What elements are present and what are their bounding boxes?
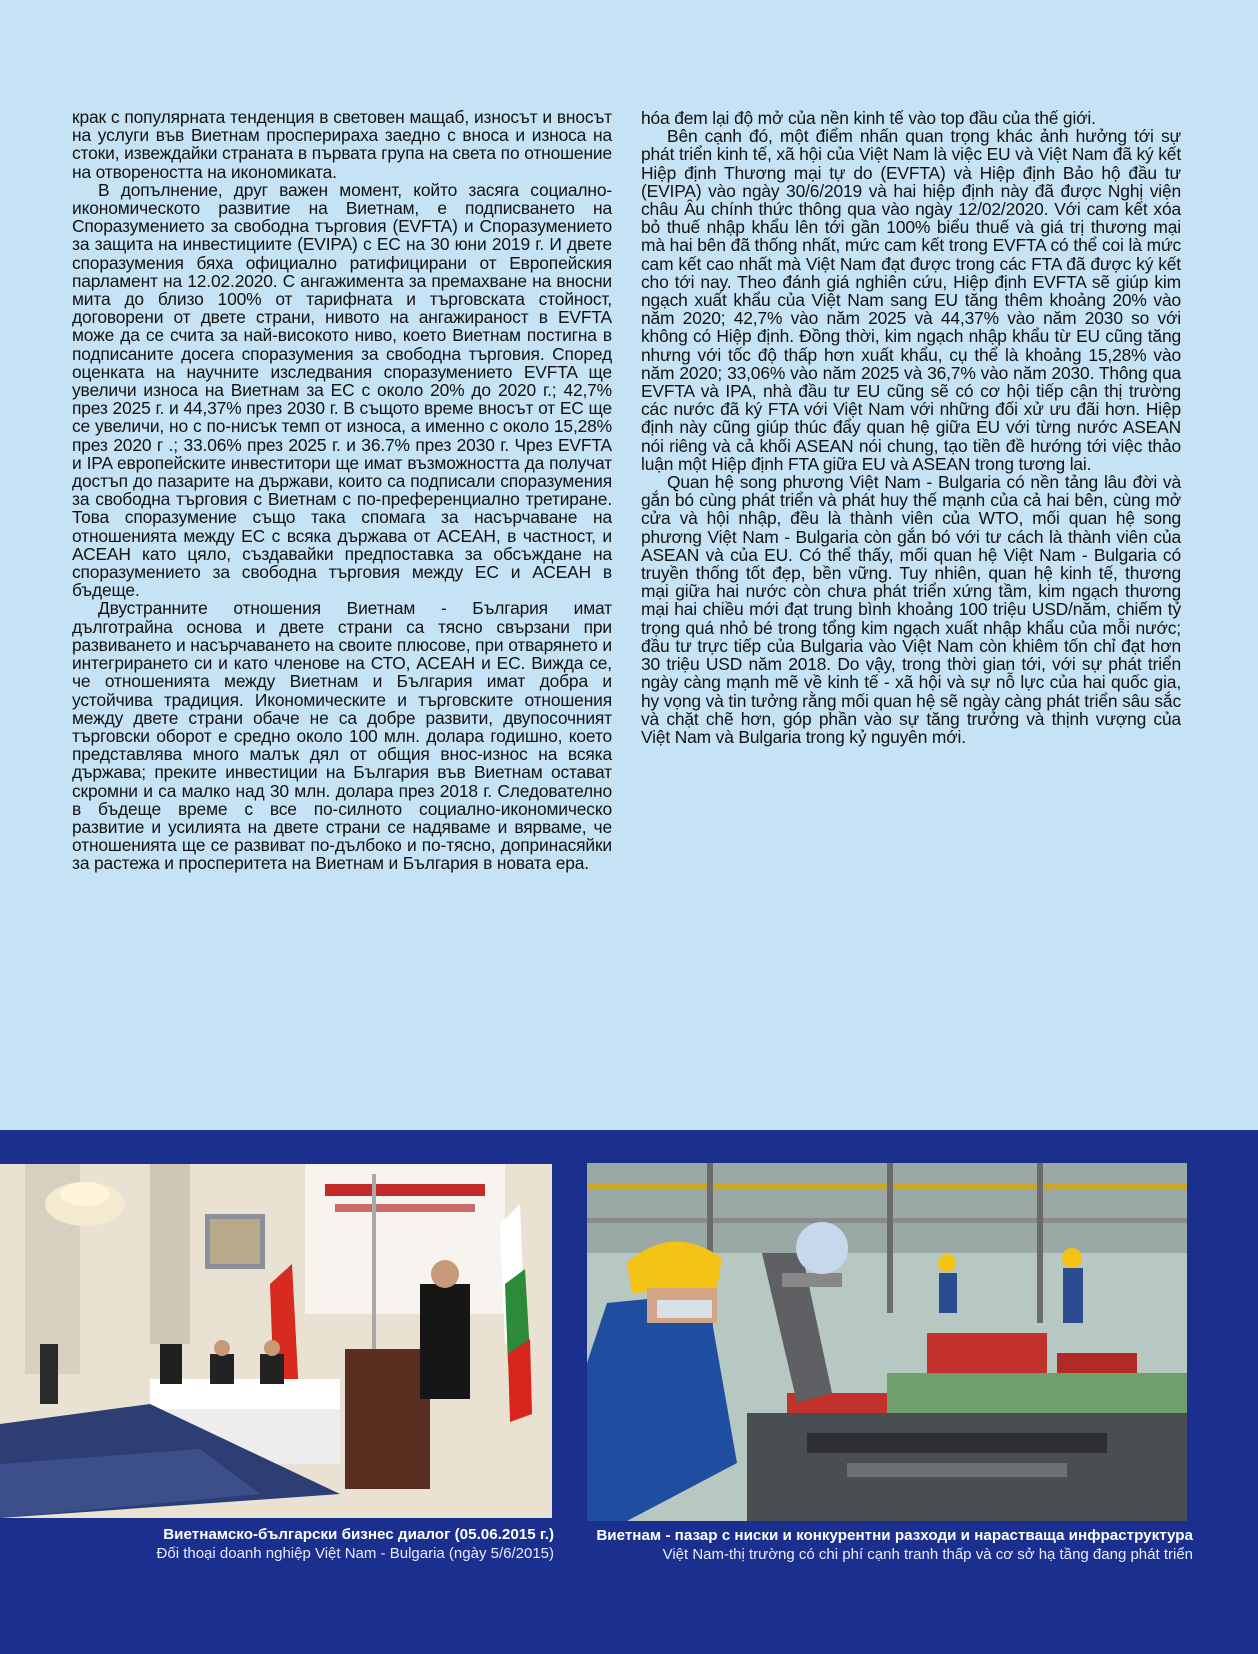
bg-paragraph-2: В допълнение, друг важен момент, който засяга социално-икономическото развитие на Виетнам, е подписването на Споразумението за свободна търговия (EVFTA) и Споразумението за защита на инвестициите (EVIPA) с ЕС на 30 юни 2019 г. И двете споразумения бяха официално ратифицирани от Европейския парламент на 12.02.2020. С ангажимента за премахване на вносни мита до близо 100% от тарифната и търговската стойност, договорени от двете страни, нивото на ангажираност в EVFTA може да се счита за най-високото ниво, което Виетнам постигна в подписаните досега споразумения за свободна търговия. Според оценката на научните изследвания споразумението EVFTA ще увеличи износа на Виетнам за ЕС с около 20% до 2020 г.; 42,7% през 2025 г. и 44,37% през 2030 г. В същото време вносът от ЕС ще се увеличи, но с по-нисък темп от износа, а именно с около 15,28% през 2020 г .; 33.06% през 2025 г. и 36.7% през 2030 г. Чрез EVFTA и IPA европейските инвеститори ще имат възможността да получат достъп до пазарите на държави, които са подписали споразумения за свободна търговия с Виетнам с по-преференциално третиране. Това споразумение също така спомага за насърчаване на отношенията между ЕС с всяка държава от АСЕАН, в частност, и АСЕАН като цяло, създавайки предпоставка за обсъждане на споразумението за свободна търговия между ЕС и АСЕАН в бъдеще. [72,179,612,601]
vi-paragraph-2: Bên cạnh đó, một điểm nhấn quan trọng khác ảnh hưởng tới sự phát triển kinh tế, xã hội của Việt Nam là việc EU và Việt Nam đã ký kết Hiệp định Thương mại tự do (EVFTA) và Hiệp định Bảo hộ đầu tư (EVIPA) vào ngày 30/6/2019 và hai hiệp định này đã được Nghị viện châu Âu chính thức thông qua vào ngày 12/02/2020. Với cam kết xóa bỏ thuế nhập khẩu lên tới gần 100% biểu thuế và giá trị thương mại mà hai bên đã thống nhất, mức cam kết trong EVFTA có thể coi là mức cam kết cao nhất mà Việt Nam đạt được trong các FTA đã được ký kết cho tới nay. Theo đánh giá nghiên cứu, Hiệp định EVFTA sẽ giúp kim ngạch xuất khẩu của Việt Nam sang EU tăng thêm khoảng 20% vào năm 2020; 42,7% vào năm 2025 và 44,37% vào năm 2030 so với không có Hiệp định. Đồng thời, kim ngạch nhập khẩu từ EU cũng tăng nhưng với tốc độ thấp hơn xuất khẩu, cụ thể là khoảng 15,28% vào năm 2020; 33,06% vào năm 2025 và 36,7% vào năm 2030. Thông qua EVFTA và IPA, nhà đầu tư EU cũng sẽ có cơ hội tiếp cận thị trường các nước đã ký FTA với Việt Nam với những đối xử ưu đãi hơn. Hiệp định này cũng giúp thúc đẩy quan hệ giữa EU với từng nước ASEAN nói riêng và cả khối ASEAN nói chung, tạo tiền đề hướng tới việc thảo luận một Hiệp định FTA giữa EU và ASEAN trong tương lai. [641,126,1181,474]
bg-paragraph-3: Двустранните отношения Виетнам - България имат дълготрайна основа и двете страни са тясно свързани при развиването и насърчаването на своите плюсове, при отварянето и интегрирането си и като членове на СТО, АСЕАН и ЕС. Вижда се, че отношенията между Виетнам и България имат добра и устойчива традиция. Икономическите и търговските отношения между двете страни обаче не са добре развити, двупосочният търговски оборот е средно около 100 млн. долара годишно, което представлява много малък дял от общия внос-износ на всяка държава; преките инвестиции на България във Виетнам остават скромни и са малко над 30 млн. долара през 2018 г. Следователно в бъдеще време с все по-силното социално-икономическо развитие и усилията на двете страни се надяваме и вярваме, че отношенията ще се развиват по-дълбоко и по-тясно, допринасяйки за растежа и просперитета на Виетнам и България в новата ера. [72,598,612,874]
vi-paragraph-1: hóa đem lại độ mở của nền kinh tế vào top đầu của thế giới. [641,108,1096,128]
article-column-vietnamese [641,109,1181,746]
left-photo-caption [60,1525,554,1563]
right-photo-caption [560,1526,1193,1564]
right-caption-vietnamese: Việt Nam-thị trường có chi phí cạnh tranh thấp và cơ sở hạ tầng đang phát triển [662,1546,1193,1563]
left-caption-vietnamese: Đối thoại doanh nghiệp Việt Nam - Bulgaria (ngày 5/6/2015) [156,1545,554,1562]
bg-paragraph-1: крак с популярната тенденция в световен мащаб, износът и вносът на услуги във Виетнам просперираха заедно с вноса и износа на стоки, извеждайки страната в първата група на света по отношение на отвореността на икономиката. [72,107,612,182]
vi-paragraph-3: Quan hệ song phương Việt Nam - Bulgaria có nền tảng lâu đời và gắn bó cùng phát triển và phát huy thế mạnh của cả hai bên, cùng mở cửa và hội nhập, đều là thành viên của WTO, mối quan hệ song phương Việt Nam - Bulgaria còn gắn bó với tư cách là thành viên của ASEAN và của EU. Có thể thấy, mối quan hệ Việt Nam - Bulgaria có truyền thống tốt đẹp, bền vững. Tuy nhiên, quan hệ kinh tế, thương mại giữa hai nước còn chưa phát triển xứng tầm, kim ngạch thương mại hai chiều mới đạt trung bình khoảng 100 triệu USD/năm, chiếm tỷ trọng quá nhỏ bé trong tổng kim ngạch xuất nhập khẩu của mỗi nước; đầu tư trực tiếp của Bulgaria vào Việt Nam còn khiêm tốn chỉ đạt hơn 30 triệu USD năm 2018. Do vậy, trong thời gian tới, với sự phát triển ngày càng mạnh mẽ về kinh tế - xã hội và sự nỗ lực của hai quốc gia, hy vọng và tin tưởng rằng mối quan hệ sẽ ngày càng phát triển sâu sắc và chặt chẽ hơn, góp phần vào sự tăng trưởng và thịnh vượng của Việt Nam và Bulgaria trong kỷ nguyên mới. [641,472,1181,747]
business-dialogue-photo [0,1164,552,1518]
left-caption-bulgarian: Виетнамско-български бизнес диалог (05.06.2015 г.) [163,1526,554,1543]
article-column-bulgarian [72,108,612,873]
right-caption-bulgarian: Виетнам - пазар с ниски и конкурентни разходи и нарастваща инфраструктура [596,1527,1193,1544]
factory-worker-photo [587,1163,1187,1521]
